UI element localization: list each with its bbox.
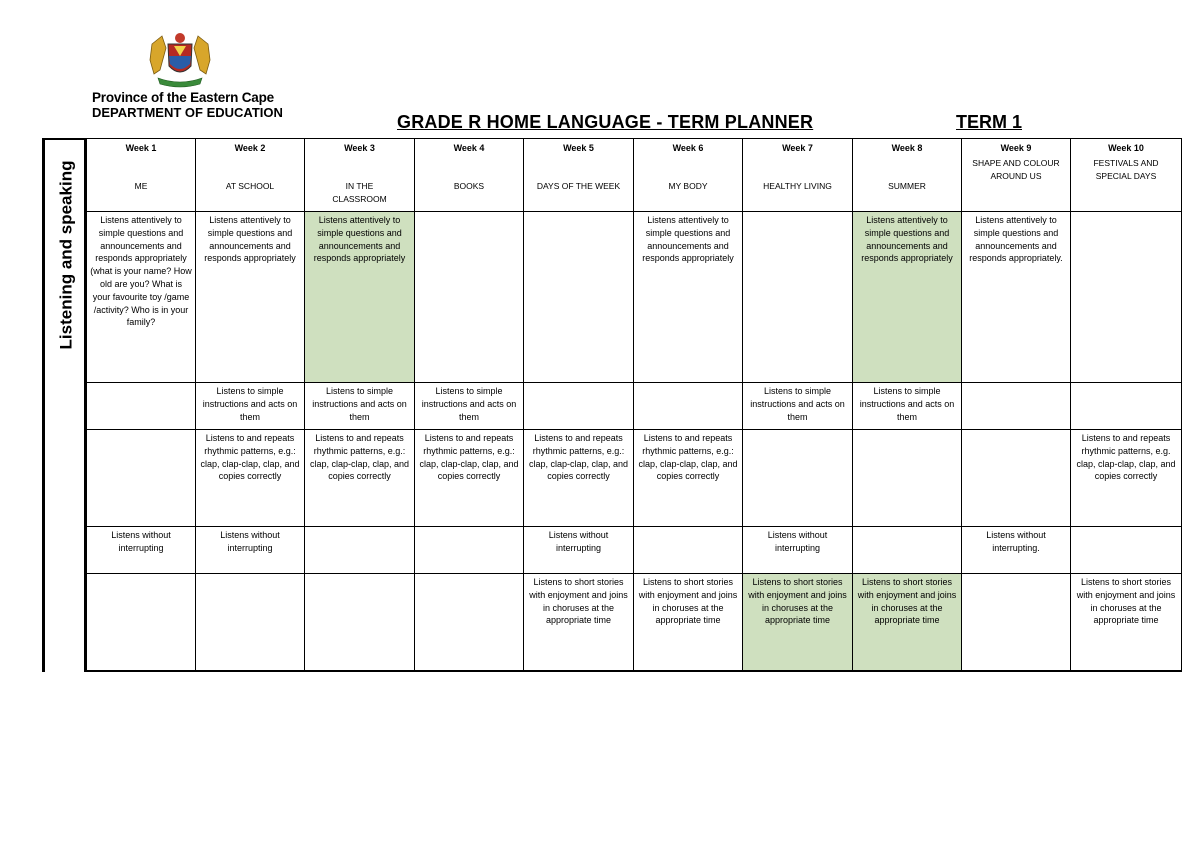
table-cell — [853, 430, 962, 527]
table-cell — [87, 383, 196, 430]
cell-text: Listens attentively to simple questions and announcements and responds appropriately. — [969, 215, 1063, 264]
table-cell — [196, 212, 305, 383]
week-topic: ME — [134, 180, 148, 191]
table-cell-highlighted — [853, 574, 962, 672]
cell-text: Listens attentively to simple questions and announcements and responds appropriately — [861, 215, 953, 264]
table-cell — [634, 430, 743, 527]
cell-text: Listens to and repeats rhythmic patterns, e.g.: clap, clap-clap, clap, and copies correctly — [638, 433, 738, 482]
cell-text: Listens to simple instructions and acts on them — [750, 386, 845, 422]
week-header-6 — [634, 139, 743, 212]
table-row — [87, 574, 1182, 672]
week-label: Week 2 — [234, 143, 266, 153]
week-topic: SUMMER — [888, 180, 926, 191]
week-header-4 — [415, 139, 524, 212]
week-header-7 — [743, 139, 853, 212]
week-label: Week 8 — [891, 143, 923, 153]
cell-text: Listens without interrupting. — [986, 530, 1046, 553]
cell-text: Listens attentively to simple questions and announcements and responds appropriately — [313, 215, 406, 264]
table-cell-highlighted — [305, 212, 415, 383]
table-cell — [87, 430, 196, 527]
cell-text: Listens to and repeats rhythmic patterns, e.g.: clap, clap-clap, clap, and copies correctly — [200, 433, 300, 482]
week-header-row — [87, 139, 1182, 212]
week-label: Week 5 — [563, 143, 594, 153]
table-row — [87, 212, 1182, 383]
cell-text: Listens attentively to simple questions and announcements and responds appropriately — [642, 215, 734, 264]
week-header-5 — [524, 139, 634, 212]
cell-text: Listens to and repeats rhythmic patterns, e.g.: clap, clap-clap, clap, and copies correctly — [309, 433, 410, 482]
table-cell — [634, 574, 743, 672]
table-cell-highlighted — [853, 212, 962, 383]
table-cell — [962, 383, 1071, 430]
table-cell — [415, 574, 524, 672]
week-label: Week 10 — [1108, 143, 1144, 153]
table-cell — [962, 212, 1071, 383]
cell-text: Listens without interrupting — [111, 530, 171, 553]
week-topic: AT SCHOOL — [225, 180, 275, 191]
table-cell — [196, 383, 305, 430]
table-cell — [305, 574, 415, 672]
side-label-container — [51, 140, 81, 370]
table-cell — [87, 212, 196, 383]
table-cell — [524, 212, 634, 383]
week-label: Week 6 — [672, 143, 704, 153]
table-cell — [1071, 527, 1182, 574]
term-label: TERM 1 — [956, 112, 1023, 132]
table-cell — [196, 527, 305, 574]
cell-text: Listens to short stories with enjoyment and joins in choruses at the appropriate time — [1076, 577, 1176, 626]
week-header-8 — [853, 139, 962, 212]
table-cell — [1071, 574, 1182, 672]
cell-text: Listens to simple instructions and acts on them — [859, 386, 955, 422]
table-cell — [743, 430, 853, 527]
cell-text: Listens without interrupting — [767, 530, 828, 553]
week-header-9 — [962, 139, 1071, 212]
cell-text: Listens to simple instructions and acts on them — [421, 386, 517, 422]
side-column — [42, 138, 86, 672]
table-cell — [1071, 212, 1182, 383]
provincial-crest-logo — [144, 30, 216, 88]
page-title: GRADE R HOME LANGUAGE - TERM PLANNER — [397, 112, 814, 132]
table-cell — [853, 527, 962, 574]
cell-text: Listens attentively to simple questions and announcements and responds appropriately — [204, 215, 296, 264]
organization-block — [92, 90, 292, 120]
week-header-1 — [87, 139, 196, 212]
week-label: Week 4 — [453, 143, 485, 153]
week-label: Week 1 — [125, 143, 157, 153]
cell-text: Listens to simple instructions and acts on them — [312, 386, 407, 422]
week-header-3 — [305, 139, 415, 212]
table-cell — [87, 527, 196, 574]
table-cell — [1071, 383, 1182, 430]
cell-text: Listens to and repeats rhythmic patterns, e.g.: clap, clap-clap, clap, and copies correctly — [419, 433, 519, 482]
week-topic: BOOKS — [453, 180, 485, 191]
week-topic: MY BODY — [668, 180, 708, 191]
table-cell — [415, 527, 524, 574]
cell-text: Listens to simple instructions and acts on them — [202, 386, 298, 422]
table-row — [87, 383, 1182, 430]
week-header-10 — [1071, 139, 1182, 212]
table-cell — [743, 383, 853, 430]
table-cell — [415, 212, 524, 383]
planner-table — [86, 138, 1182, 672]
week-topic: IN THE CLASSROOM — [332, 180, 387, 204]
week-label: Week 7 — [782, 143, 813, 153]
table-cell — [962, 430, 1071, 527]
cell-text: Listens to short stories with enjoyment and joins in choruses at the appropriate time — [529, 577, 628, 626]
table-cell — [305, 430, 415, 527]
table-row — [87, 527, 1182, 574]
week-label: Week 9 — [1000, 143, 1032, 153]
cell-text: Listens attentively to simple questions and announcements and responds appropriately (what is your name? How old are you? What is your favourite toy /game /activity? Who is in your family? — [90, 215, 192, 328]
table-cell — [524, 574, 634, 672]
table-row — [87, 430, 1182, 527]
table-cell — [634, 212, 743, 383]
table-cell — [524, 527, 634, 574]
department-name: DEPARTMENT OF EDUCATION — [92, 105, 283, 120]
planner-frame — [42, 138, 1181, 674]
table-cell — [853, 383, 962, 430]
week-topic: DAYS OF THE WEEK — [536, 180, 621, 191]
table-cell — [87, 574, 196, 672]
table-cell — [524, 430, 634, 527]
table-cell-highlighted — [743, 574, 853, 672]
week-topic: HEALTHY LIVING — [763, 180, 832, 191]
table-cell — [743, 527, 853, 574]
province-name: Province of the Eastern Cape — [92, 90, 274, 105]
cell-text: Listens to and repeats rhythmic patterns, e.g. clap, clap-clap, clap, and copies correctly — [1076, 433, 1176, 482]
cell-text: Listens to short stories with enjoyment and joins in choruses at the appropriate time — [857, 577, 957, 626]
cell-text: Listens to and repeats rhythmic patterns, e.g.: clap, clap-clap, clap, and copies correctly — [528, 433, 629, 482]
cell-text: Listens to short stories with enjoyment and joins in choruses at the appropriate time — [748, 577, 847, 626]
table-cell — [743, 212, 853, 383]
table-cell — [415, 383, 524, 430]
table-cell — [305, 383, 415, 430]
cell-text: Listens without interrupting — [548, 530, 609, 553]
table-cell — [962, 527, 1071, 574]
table-cell — [634, 527, 743, 574]
table-cell — [524, 383, 634, 430]
week-header-2 — [196, 139, 305, 212]
week-topic: FESTIVALS AND SPECIAL DAYS — [1093, 157, 1159, 181]
table-cell — [415, 430, 524, 527]
table-cell — [1071, 430, 1182, 527]
week-topic: SHAPE AND COLOUR AROUND US — [972, 157, 1060, 181]
table-cell — [305, 527, 415, 574]
cell-text: Listens without interrupting — [220, 530, 280, 553]
table-cell — [962, 574, 1071, 672]
cell-text: Listens to short stories with enjoyment and joins in choruses at the appropriate time — [638, 577, 738, 626]
table-cell — [634, 383, 743, 430]
side-label: Listening and speaking — [56, 160, 76, 350]
table-cell — [196, 574, 305, 672]
week-label: Week 3 — [344, 143, 375, 153]
table-cell — [196, 430, 305, 527]
